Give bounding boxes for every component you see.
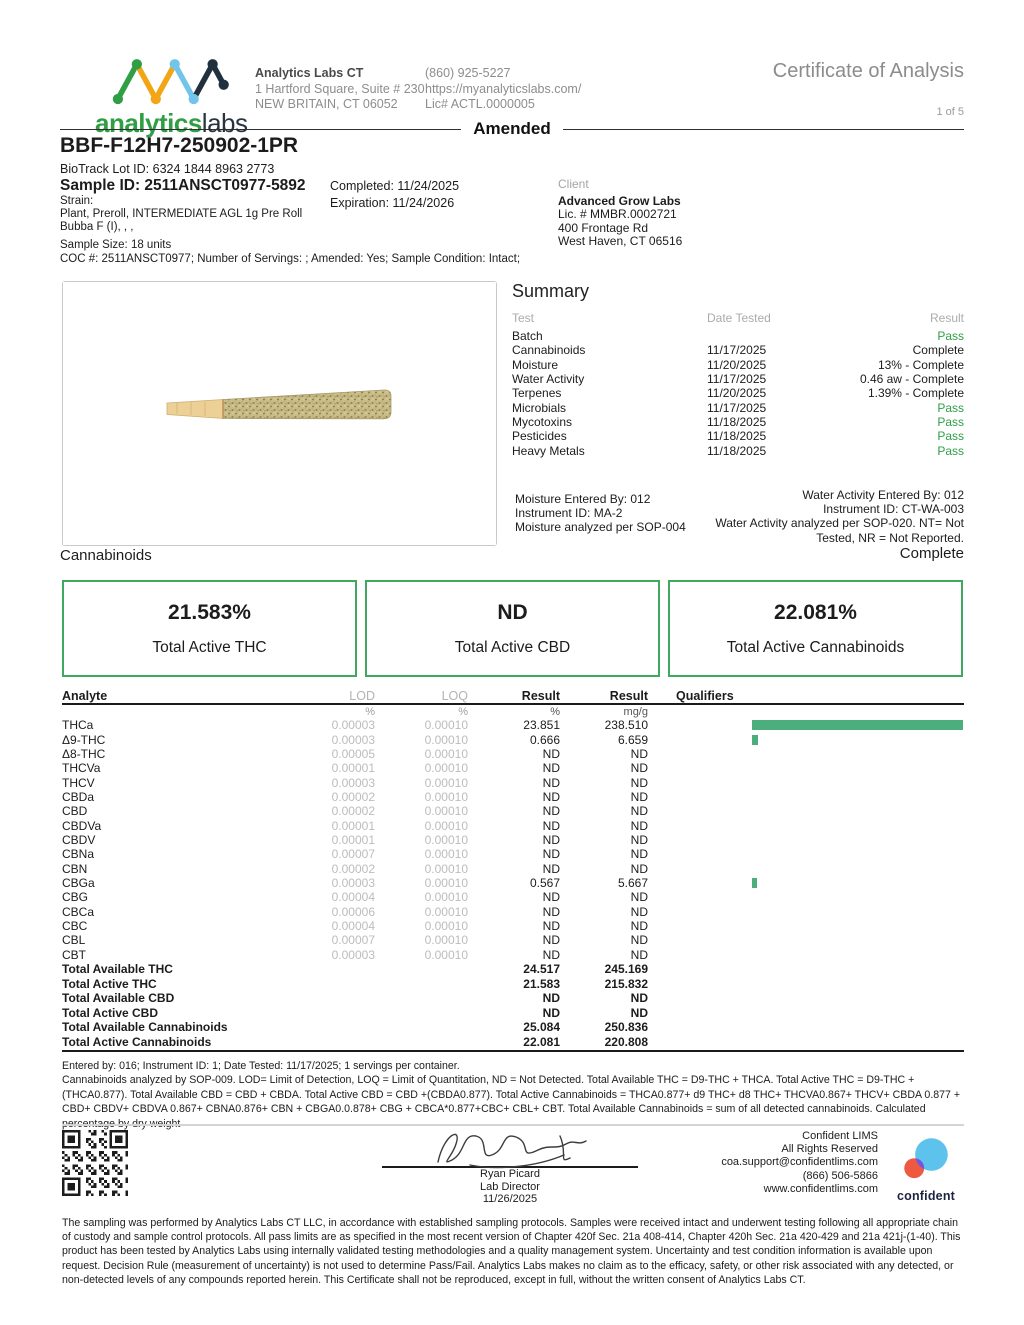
summary-header [512, 311, 964, 329]
amended-label: Amended [473, 119, 551, 138]
analyte-name: CBGa [62, 875, 95, 890]
lims-block [721, 1130, 878, 1196]
analyte-loq: 0.00010 [424, 804, 468, 819]
analyte-loq: 0.00010 [424, 861, 468, 876]
summary-test: Microbials [512, 400, 567, 415]
analyte-row [62, 861, 964, 875]
analyte-result-pct: ND [542, 847, 560, 862]
total-active-cbd-value: ND [497, 600, 528, 624]
analyte-row [62, 747, 964, 761]
signer-name: Ryan Picard [480, 1168, 540, 1180]
divider-line-right [563, 129, 964, 130]
analyte-result-pct: ND [542, 890, 560, 905]
analyte-units-row [62, 705, 964, 718]
signer-title: Lab Director [480, 1180, 540, 1193]
col-lod: LOD [349, 688, 375, 703]
lab-address-line2: NEW BRITAIN, CT 06052 [255, 97, 398, 111]
water-entered-by: Water Activity Entered By: 012 [802, 488, 964, 502]
analyte-result-mgg: ND [630, 746, 648, 761]
analyte-lod: 0.00005 [331, 746, 375, 761]
analyte-name: CBN [62, 861, 88, 876]
analyte-row [62, 718, 964, 732]
completed-date: Completed: 11/24/2025 [330, 179, 460, 193]
sample-details-block [60, 162, 306, 234]
analyte-loq: 0.00010 [424, 890, 468, 905]
total-active-cbd-box [365, 580, 660, 677]
analyte-loq: 0.00010 [424, 818, 468, 833]
summary-row [512, 343, 964, 357]
analyte-result-mgg: ND [630, 861, 648, 876]
total-result-pct: ND [542, 991, 560, 1006]
analyte-qualifier [648, 735, 964, 745]
analyte-lod: 0.00002 [331, 804, 375, 819]
summary-date: 11/18/2025 [707, 443, 767, 458]
summary-test: Mycotoxins [512, 414, 573, 429]
summary-date: 11/17/2025 [707, 400, 767, 415]
analyte-row [62, 732, 964, 746]
summary-result: 0.46 aw - Complete [859, 372, 964, 387]
analyte-result-mgg: 6.659 [617, 732, 648, 747]
water-sop: Water Activity analyzed per SOP-020. NT= Not Tested, NR = Not Reported. [715, 516, 964, 545]
summary-section [512, 281, 964, 458]
total-result-pct: ND [542, 1005, 560, 1020]
summary-test: Heavy Metals [512, 443, 585, 458]
cannabinoids-heading: Cannabinoids [60, 547, 152, 564]
analyte-loq: 0.00010 [424, 832, 468, 847]
col-analyte: Analyte [62, 688, 108, 703]
analyte-name: CBDa [62, 789, 95, 804]
analyte-lod: 0.00003 [331, 732, 375, 747]
total-active-cbd-label: Total Active CBD [454, 638, 571, 656]
summary-date: 11/18/2025 [707, 414, 767, 429]
summary-date: 11/17/2025 [707, 372, 767, 387]
analyte-result-mgg: ND [630, 933, 648, 948]
total-active-thc-label: Total Active THC [152, 638, 267, 656]
analyte-loq: 0.00010 [424, 918, 468, 933]
qr-code [62, 1130, 128, 1196]
signature-scribble [410, 1124, 610, 1170]
analyte-result-mgg: 5.667 [617, 875, 648, 890]
summary-result: Pass [937, 429, 964, 444]
analyte-row [62, 761, 964, 775]
analyte-row [62, 790, 964, 804]
client-label: Client [558, 177, 589, 191]
analyte-result-pct: ND [542, 861, 560, 876]
water-activity-notes [702, 488, 964, 545]
summary-result: Complete [912, 343, 964, 358]
lims-name: Confident LIMS [802, 1130, 878, 1142]
summary-test: Batch [512, 329, 543, 344]
summary-row [512, 358, 964, 372]
summary-result: 13% - Complete [877, 357, 964, 372]
unit-result-mgg: mg/g [623, 705, 648, 718]
page-indicator: 1 of 5 [936, 106, 964, 118]
analyte-lod: 0.00003 [331, 947, 375, 962]
col-result-pct: Result [521, 688, 560, 703]
analyte-loq: 0.00010 [424, 775, 468, 790]
summary-date: 11/20/2025 [707, 357, 767, 372]
analyte-result-pct: 0.666 [529, 732, 560, 747]
analyte-name: THCVa [62, 761, 101, 776]
analyte-row [62, 919, 964, 933]
analyte-result-mgg: ND [630, 761, 648, 776]
summary-row [512, 443, 964, 457]
sample-code: BBF-F12H7-250902-1PR [60, 134, 299, 157]
analyte-name: CBG [62, 890, 89, 905]
analyte-lod: 0.00002 [331, 861, 375, 876]
analyte-row [62, 904, 964, 918]
analyte-name: THCa [62, 718, 94, 733]
total-active-cannabinoids-value: 22.081% [774, 600, 857, 624]
analyte-result-pct: ND [542, 947, 560, 962]
analyte-name: Δ9-THC [62, 732, 106, 747]
analyte-loq: 0.00010 [424, 761, 468, 776]
analyte-row [62, 948, 964, 962]
client-license: Lic. # MMBR.0002721 [558, 207, 677, 221]
analyte-row [62, 933, 964, 947]
lab-name: Analytics Labs CT [255, 66, 364, 80]
total-active-thc-value: 21.583% [168, 600, 251, 624]
total-row [62, 991, 964, 1006]
analyte-qualifier [648, 878, 964, 888]
logo-zigzag-icon [109, 50, 231, 110]
total-label: Total Available Cannabinoids [62, 1020, 228, 1035]
analyte-result-mgg: 238.510 [604, 718, 648, 733]
summary-test: Pesticides [512, 429, 567, 444]
analyte-lod: 0.00002 [331, 789, 375, 804]
total-label: Total Available CBD [62, 991, 175, 1006]
summary-date: 11/17/2025 [707, 343, 767, 358]
summary-test: Water Activity [512, 372, 585, 387]
analyte-name: CBNa [62, 847, 95, 862]
strain-line: Bubba F (I), , , [60, 221, 134, 233]
summary-row [512, 329, 964, 343]
summary-col-result: Result [929, 311, 964, 325]
analyte-loq: 0.00010 [424, 875, 468, 890]
dates-block [330, 178, 459, 212]
analyte-result-pct: ND [542, 789, 560, 804]
biotrack-lot: BioTrack Lot ID: 6324 1844 8963 2773 [60, 162, 275, 176]
col-loq: LOQ [441, 688, 468, 703]
analyte-loq: 0.00010 [424, 718, 468, 733]
analyte-result-pct: ND [542, 933, 560, 948]
sample-photo [62, 281, 497, 546]
analyte-table-totals [62, 962, 964, 1049]
client-address1: 400 Frontage Rd [558, 220, 649, 235]
analyte-row [62, 818, 964, 832]
summary-date: 11/20/2025 [707, 386, 767, 401]
analyte-row [62, 804, 964, 818]
summary-date: 11/18/2025 [707, 429, 767, 444]
analyte-qualifier [648, 720, 964, 730]
table-bottom-rule [62, 1050, 964, 1052]
analyte-lod: 0.00003 [331, 875, 375, 890]
analyte-result-mgg: ND [630, 890, 648, 905]
result-bar [752, 720, 963, 730]
logo-word-analytics: analytics [95, 108, 202, 138]
analyte-result-pct: 0.567 [529, 875, 560, 890]
summary-row [512, 372, 964, 386]
total-result-mgg: ND [630, 1005, 648, 1020]
analyte-lod: 0.00007 [331, 847, 375, 862]
total-label: Total Active THC [62, 976, 157, 991]
analyte-loq: 0.00010 [424, 732, 468, 747]
lab-license: Lic# ACTL.0000005 [425, 97, 535, 111]
analyte-lod: 0.00007 [331, 933, 375, 948]
total-active-cannabinoids-box [668, 580, 963, 677]
total-result-pct: 24.517 [523, 962, 560, 977]
analyte-table-header [62, 688, 964, 705]
total-result-pct: 25.084 [523, 1020, 560, 1035]
summary-col-test: Test [512, 311, 535, 325]
summary-row [512, 400, 964, 414]
summary-result: Pass [937, 414, 964, 429]
analyte-name: CBL [62, 933, 86, 948]
analyte-result-pct: ND [542, 761, 560, 776]
analyte-result-pct: ND [542, 746, 560, 761]
result-bar [752, 735, 758, 745]
analyte-result-pct: 23.851 [523, 718, 560, 733]
total-active-thc-box [62, 580, 357, 677]
expiration-date: Expiration: 11/24/2026 [330, 196, 455, 210]
summary-test: Terpenes [512, 386, 562, 401]
analyte-lod: 0.00003 [331, 718, 375, 733]
coc-line: COC #: 2511ANSCT0977; Number of Servings: ; Amended: Yes; Sample Condition: Intact; [60, 252, 521, 265]
confident-logo-icon [897, 1134, 955, 1186]
summary-col-date: Date Tested [707, 311, 771, 325]
total-label: Total Available THC [62, 962, 173, 977]
analyte-row [62, 876, 964, 890]
col-qualifiers: Qualifiers [676, 688, 734, 703]
analyte-lod: 0.00004 [331, 918, 375, 933]
analyte-result-mgg: ND [630, 775, 648, 790]
analyte-name: Δ8-THC [62, 746, 106, 761]
summary-table-body [512, 329, 964, 458]
summary-result: 1.39% - Complete [867, 386, 964, 401]
strain-label: Strain: [60, 195, 94, 207]
lims-rights: All Rights Reserved [781, 1143, 878, 1156]
footnote-formulas: Cannabinoids analyzed by SOP-009. LOD= Limit of Detection, LOQ = Limit of Quantitation, ND = Not Detected. Total Available THC = D9-THC + THCA. Total Active THC = D9-THC + (THCA0.877). Total Available CBD = CBD + CBDA. Total Active CBD = CBD +(CBDA0.877). Total Active Cannabinoids = THCA0.877+ d9 THC+ d8 THC+ THCVA0.867+ THCV+ CBDA 0.877 + CBD+ CBDV+ CBDVA 0.867+ CBNA0.876+ CBN + CBGA0.0.878+ CBG + CBCA*0.877+CBC+ CBL+ CBT. Total Available Cannabinoids = sum of all detected cannabinoids. Calculated percentage by dry weight [62, 1074, 961, 1130]
doc-title: Certificate of Analysis [772, 60, 964, 82]
analyte-table [62, 688, 964, 1052]
analyte-name: CBDV [62, 832, 96, 847]
analyte-result-pct: ND [542, 775, 560, 790]
signature-block [382, 1124, 638, 1206]
client-name: Advanced Grow Labs [558, 193, 681, 208]
cannabinoids-status: Complete [899, 545, 964, 562]
total-result-mgg: 250.836 [604, 1020, 648, 1035]
lab-address-line1: 1 Hartford Square, Suite # 230 [255, 81, 425, 96]
total-row [62, 1020, 964, 1035]
analyte-row [62, 775, 964, 789]
total-row [62, 1005, 964, 1020]
analyte-row [62, 847, 964, 861]
total-row [62, 1034, 964, 1049]
analyte-lod: 0.00004 [331, 890, 375, 905]
analyte-row [62, 890, 964, 904]
summary-test: Cannabinoids [512, 343, 586, 358]
lab-phone: (860) 925-5227 [425, 66, 511, 80]
analyte-result-mgg: ND [630, 918, 648, 933]
lab-contact-block [425, 66, 581, 113]
sample-size: Sample Size: 18 units [60, 239, 172, 251]
total-label: Total Active CBD [62, 1005, 159, 1020]
analyte-name: CBC [62, 918, 88, 933]
analyte-loq: 0.00010 [424, 947, 468, 962]
summary-result: Pass [937, 443, 964, 458]
total-result-mgg: 215.832 [604, 976, 648, 991]
analyte-table-body [62, 718, 964, 962]
sample-size-block [60, 239, 520, 266]
confident-logo [886, 1134, 966, 1203]
product-line: Plant, Preroll, INTERMEDIATE AGL 1g Pre Roll [60, 208, 303, 220]
summary-test: Moisture [512, 357, 559, 372]
total-result-pct: 21.583 [523, 976, 560, 991]
unit-lod: % [365, 705, 375, 718]
moisture-notes [515, 492, 686, 535]
client-address2: West Haven, CT 06516 [558, 234, 683, 248]
total-result-mgg: ND [630, 991, 648, 1006]
analyte-result-mgg: ND [630, 904, 648, 919]
analyte-result-pct: ND [542, 832, 560, 847]
summary-row [512, 386, 964, 400]
analyte-result-pct: ND [542, 804, 560, 819]
total-result-pct: 22.081 [523, 1034, 560, 1049]
analyte-lod: 0.00001 [331, 761, 375, 776]
analyte-lod: 0.00001 [331, 832, 375, 847]
footnote-entered-by: Entered by: 016; Instrument ID: 1; Date Tested: 11/17/2025; 1 servings per container. [62, 1060, 460, 1072]
logo-word-labs: labs [201, 108, 248, 138]
analyte-loq: 0.00010 [424, 847, 468, 862]
total-row [62, 976, 964, 991]
analyte-loq: 0.00010 [424, 933, 468, 948]
sample-id: Sample ID: 2511ANSCT0977-5892 [60, 177, 306, 194]
divider-line-left [60, 129, 461, 130]
total-row [62, 962, 964, 977]
summary-row [512, 429, 964, 443]
summary-result: Pass [937, 329, 964, 344]
summary-result: Pass [937, 400, 964, 415]
preroll-image [63, 282, 496, 545]
summary-title: Summary [512, 281, 590, 301]
analyte-result-pct: ND [542, 904, 560, 919]
unit-loq: % [458, 705, 468, 718]
analyte-result-mgg: ND [630, 947, 648, 962]
analyte-loq: 0.00010 [424, 904, 468, 919]
analyte-result-pct: ND [542, 918, 560, 933]
lab-address-block [255, 66, 425, 113]
total-active-cannabinoids-label: Total Active Cannabinoids [726, 638, 905, 656]
result-bar [752, 878, 757, 888]
analyte-loq: 0.00010 [424, 789, 468, 804]
lab-website-link[interactable]: https://myanalyticslabs.com/ [425, 81, 582, 96]
lims-phone: (866) 506-5866 [802, 1169, 878, 1182]
analyte-name: CBCa [62, 904, 95, 919]
analyte-name: CBT [62, 947, 86, 962]
analyte-lod: 0.00003 [331, 775, 375, 790]
analyte-loq: 0.00010 [424, 746, 468, 761]
col-result-mgg: Result [609, 688, 648, 703]
analyte-row [62, 833, 964, 847]
total-result-mgg: 220.808 [604, 1034, 648, 1049]
result-boxes [62, 580, 963, 677]
moisture-entered-by: Moisture Entered By: 012 [515, 492, 651, 506]
analyte-result-pct: ND [542, 818, 560, 833]
moisture-sop: Moisture analyzed per SOP-004 [515, 520, 686, 535]
analyte-name: CBD [62, 804, 88, 819]
signature-date: 11/26/2025 [482, 1193, 538, 1206]
confident-logo-text: confident [896, 1189, 956, 1203]
water-instrument: Instrument ID: CT-WA-003 [823, 502, 964, 517]
analyte-lod: 0.00001 [331, 818, 375, 833]
summary-row [512, 415, 964, 429]
total-result-mgg: 245.169 [604, 962, 648, 977]
analyte-result-mgg: ND [630, 832, 648, 847]
lims-site-link[interactable]: www.confidentlims.com [763, 1182, 878, 1195]
unit-result-pct: % [550, 705, 560, 718]
client-block [558, 178, 682, 249]
analyte-result-mgg: ND [630, 818, 648, 833]
analyte-lod: 0.00006 [331, 904, 375, 919]
cannabinoid-footnotes [62, 1059, 966, 1131]
analyte-name: CBDVa [62, 818, 102, 833]
moisture-instrument: Instrument ID: MA-2 [515, 506, 623, 521]
analyte-result-mgg: ND [630, 789, 648, 804]
lims-email-link[interactable]: coa.support@confidentlims.com [721, 1156, 878, 1169]
disclaimer-text: The sampling was performed by Analytics Labs CT LLC, in accordance with established sampling protocols. Samples were received intact and underwent testing following all appropriate chain of custody and sample control protocols. All pass limits are as specified in the most recent version of Chapter 420f Sec. 21a 408-414, Chapter 420h Sec. 21a 420-429 and 21a 421j-(1-40). This product has been tested by Analytics Labs using internally validated testing methodologies and a quality management system. Uncertainty and test condition information is available upon request. Decision Rule (measurement of uncertainty) is not used to determine Pass/Fail. Analytics Labs makes no claim as to the efficacy, safety, or other risk associated with any detected, or non-detected levels of any compounds reported herein. This Certificate shall not be reproduced, except in full, without the written consent of Analytics Labs CT. [62, 1217, 961, 1286]
analyte-name: THCV [62, 775, 95, 790]
analyte-result-mgg: ND [630, 847, 648, 862]
analyte-result-mgg: ND [630, 804, 648, 819]
total-label: Total Active Cannabinoids [62, 1034, 212, 1049]
